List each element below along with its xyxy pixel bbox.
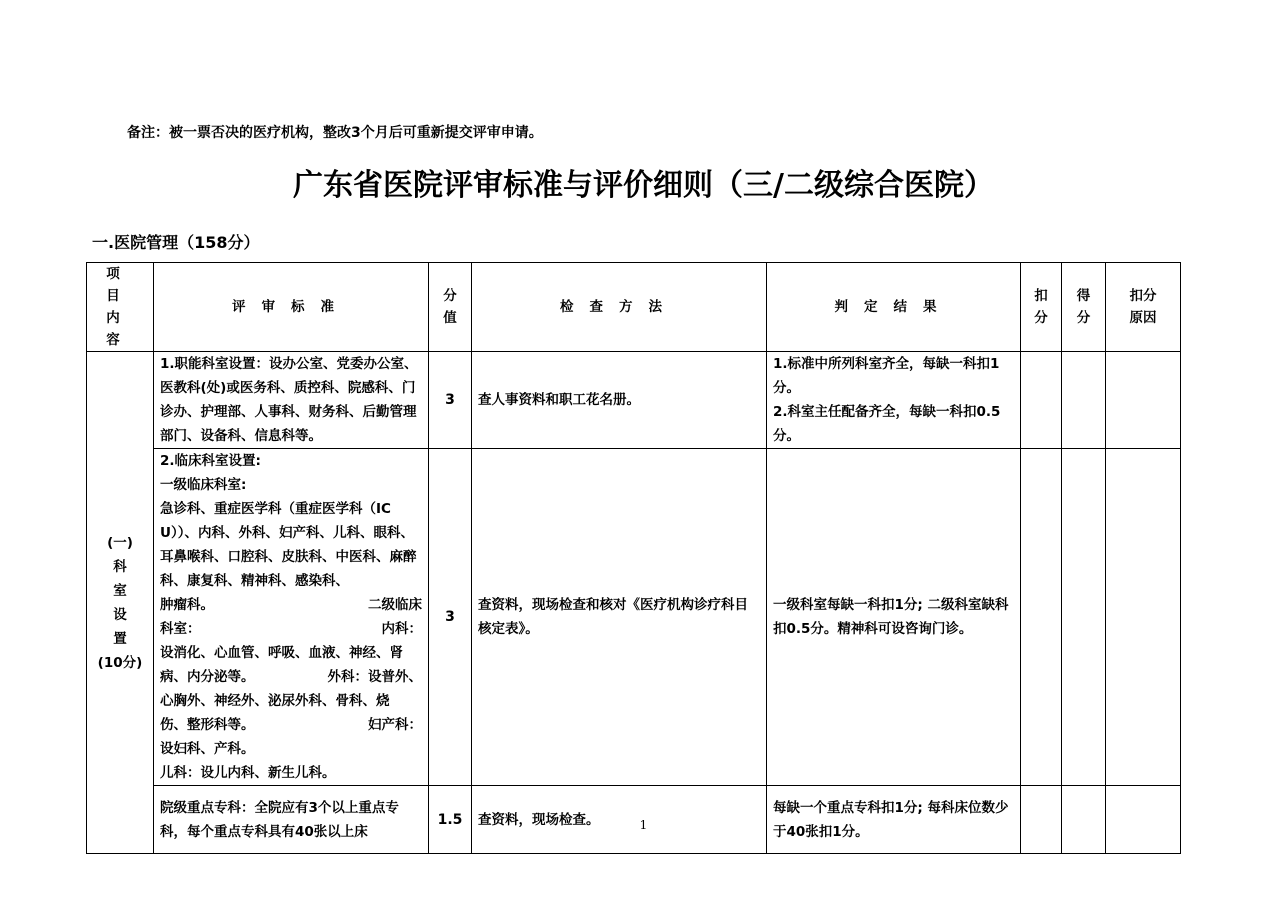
category-line: (一) <box>107 534 133 551</box>
table-header-row <box>87 263 1181 352</box>
header-gain-line2: 分 <box>1076 310 1091 326</box>
standard-line <box>160 713 422 737</box>
header-reason-line2: 原因 <box>1129 310 1157 326</box>
standard-line: 设妇科、产科。 <box>160 741 255 757</box>
deduct-cell <box>1021 449 1062 786</box>
standard-line <box>160 593 422 617</box>
header-gain-line1: 得 <box>1076 288 1091 304</box>
judgement-cell: 每缺一个重点专科扣1分; 每科床位数少于40张扣1分。 <box>767 786 1021 854</box>
header-reason <box>1106 263 1181 352</box>
page-title: 广东省医院评审标准与评价细则（三/二级综合医院） <box>293 168 994 203</box>
standard-segment: 二级临床 <box>368 597 422 613</box>
standard-cell: 1.职能科室设置：设办公室、党委办公室、医教科(处)或医务科、质控科、院感科、门诊办、护理部、人事科、财务科、后勤管理部门、设备科、信息科等。 <box>154 352 429 449</box>
category-line: (10分) <box>97 654 143 671</box>
score-cell: 1.5 <box>429 786 472 854</box>
standard-line: 2.临床科室设置: <box>160 453 261 469</box>
section-heading: 一.医院管理（158分） <box>92 233 260 252</box>
category-cell <box>87 352 154 854</box>
header-gain <box>1062 263 1106 352</box>
method-cell: 查人事资料和职工花名册。 <box>472 352 767 449</box>
evaluation-table <box>86 262 1181 854</box>
standard-line <box>160 665 422 689</box>
score-cell: 3 <box>429 449 472 786</box>
header-method-label: 检查方法 <box>560 299 678 315</box>
category-line: 室 <box>113 582 127 599</box>
header-judgement-label: 判定结果 <box>834 299 953 315</box>
standard-line: 一级临床科室: <box>160 477 247 493</box>
deduct-cell <box>1021 352 1062 449</box>
reason-cell <box>1106 449 1181 786</box>
standard-segment: 妇产科： <box>368 717 422 733</box>
score-cell: 3 <box>429 352 472 449</box>
header-judgement <box>767 263 1021 352</box>
judgement-cell <box>767 352 1021 449</box>
standard-line <box>160 617 422 641</box>
standard-segment: 科室： <box>160 621 201 637</box>
gain-cell <box>1062 449 1106 786</box>
page-number: 1 <box>639 818 648 832</box>
judgement-cell: 一级科室每缺一科扣1分; 二级科室缺科扣0.5分。精神科可设咨询门诊。 <box>767 449 1021 786</box>
header-score-line1: 分 <box>443 288 457 304</box>
standard-segment: 肿瘤科。 <box>160 597 214 613</box>
category-line: 置 <box>113 630 127 647</box>
header-item-content-line2: 内 容 <box>106 310 134 348</box>
standard-cell <box>154 449 429 786</box>
method-cell: 查资料，现场检查和核对《医疗机构诊疗科目核定表》。 <box>472 449 767 786</box>
standard-line: 急诊科、重症医学科（重症医学科（ICU））、内科、外科、妇产科、儿科、眼科、耳鼻喉科、口腔科、皮肤科、中医科、麻醉科、康复科、精神科、感染科、 <box>160 501 417 589</box>
standard-segment: 内科： <box>381 621 422 637</box>
header-reason-line1: 扣分 <box>1129 288 1157 304</box>
judgement-item: 2.科室主任配备齐全，每缺一科扣0.5分。 <box>773 404 1001 444</box>
header-score-line2: 值 <box>443 310 457 326</box>
standard-segment: 外科：设普外、 <box>327 669 422 685</box>
standard-cell: 院级重点专科：全院应有3个以上重点专科，每个重点专科具有40张以上床 <box>154 786 429 854</box>
header-deduct-line1: 扣 <box>1034 288 1048 304</box>
standard-line: 儿科：设儿内科、新生儿科。 <box>160 765 336 781</box>
method-cell: 查资料，现场检查。 <box>472 786 767 854</box>
document-note: 备注：被一票否决的医疗机构，整改3个月后可重新提交评审申请。 <box>127 125 543 141</box>
header-standard <box>154 263 429 352</box>
standard-segment: 病、内分泌等。 <box>160 669 255 685</box>
standard-line: 心胸外、神经外、泌尿外科、骨科、烧 <box>160 693 390 709</box>
header-method <box>472 263 767 352</box>
category-line: 设 <box>113 606 127 623</box>
header-score <box>429 263 472 352</box>
header-deduct-line2: 分 <box>1034 310 1048 326</box>
table-row <box>87 352 1181 449</box>
table-row <box>87 449 1181 786</box>
header-standard-label: 评审标准 <box>232 299 350 315</box>
standard-line: 设消化、心血管、呼吸、血液、神经、肾 <box>160 645 403 661</box>
gain-cell <box>1062 352 1106 449</box>
category-line: 科 <box>113 558 127 575</box>
judgement-item: 1.标准中所列科室齐全，每缺一科扣1分。 <box>773 356 1000 396</box>
header-item-content-line1: 项 目 <box>106 266 134 304</box>
standard-segment: 伤、整形科等。 <box>160 717 255 733</box>
reason-cell <box>1106 352 1181 449</box>
header-deduct <box>1021 263 1062 352</box>
header-item-content <box>87 263 154 352</box>
